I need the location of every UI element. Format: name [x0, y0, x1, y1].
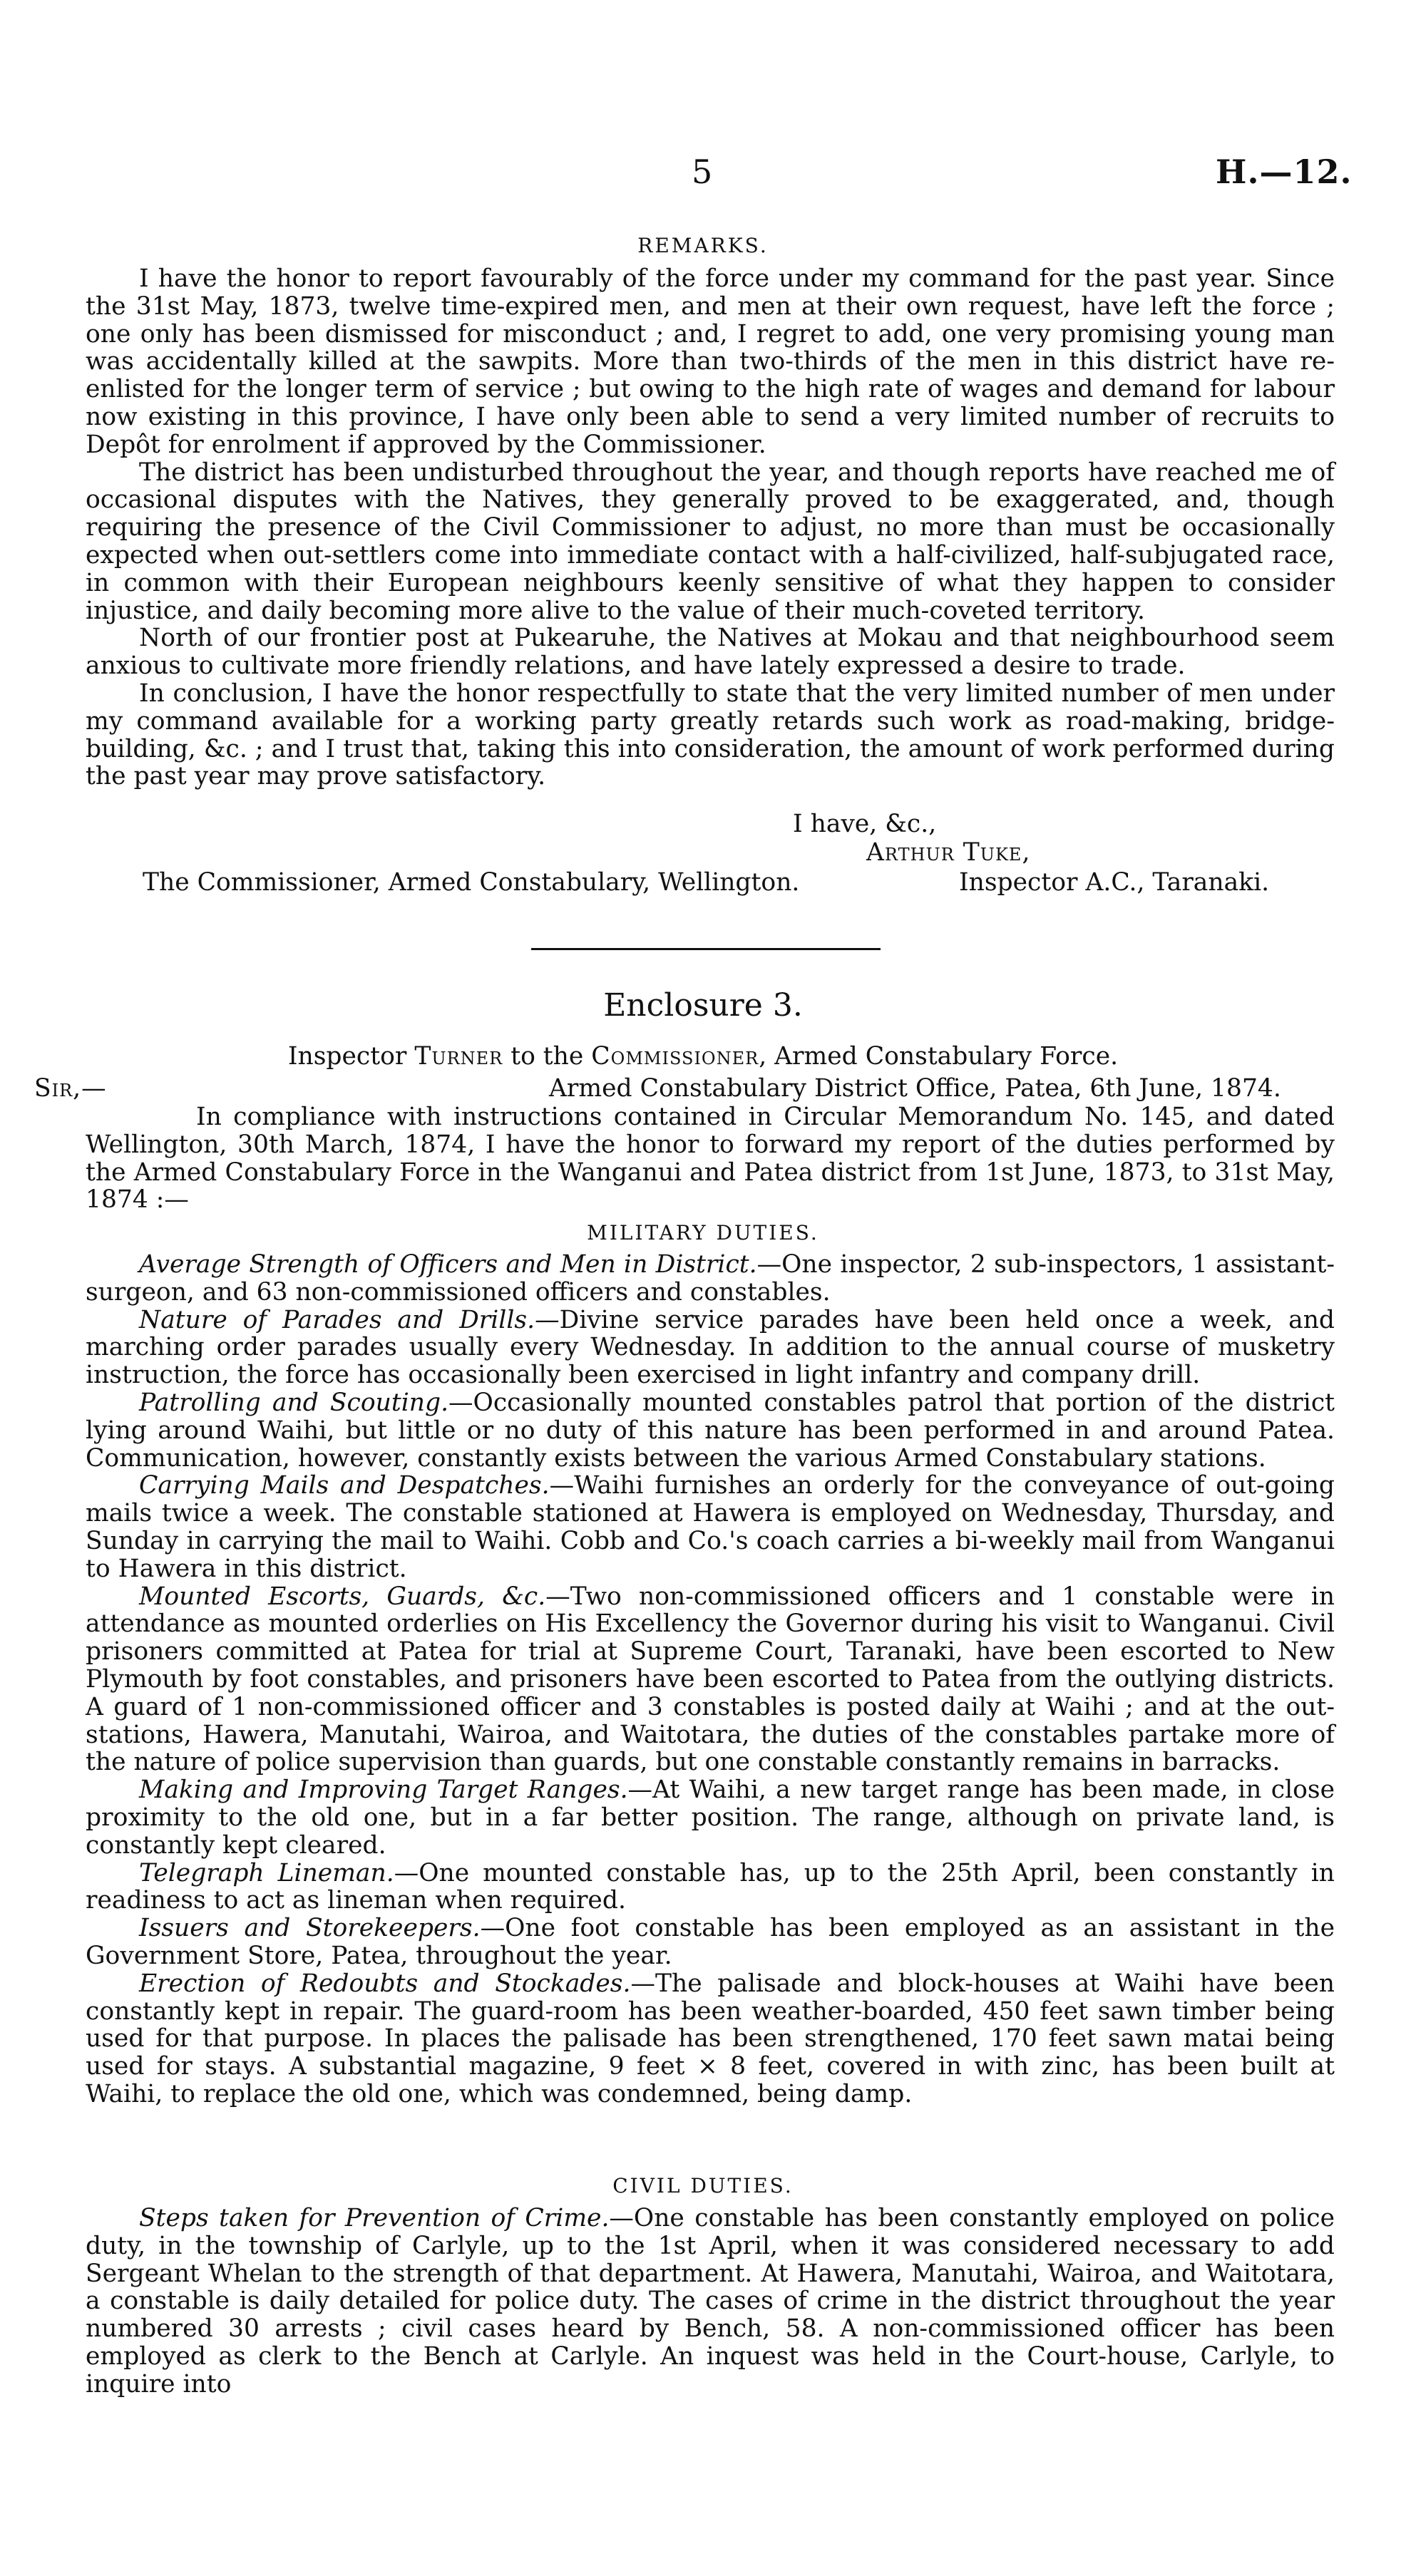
duty-title: Patrolling and Scouting. — [139, 1388, 449, 1417]
duty-text: —One foot constable has been employed as an assistant in the Government Store, Patea, throughout the year. — [86, 1914, 1335, 1970]
duty-item — [86, 1776, 1335, 1859]
from-suffix: , Armed Constabulary Force. — [759, 1042, 1119, 1071]
duty-text: —Divine service parades have been held once a week, and marching order parades usually every Wednesday. In addition to the annual course of musketry instruction, the force has occasionally been exercised in light infantry and company drill. — [86, 1305, 1335, 1390]
remarks-heading: REMARKS. — [637, 234, 769, 257]
duty-title: Average Strength of Officers and Men in District. — [139, 1250, 757, 1279]
paragraph: The district has been undisturbed throughout the year, and though reports have reached me of occasional disputes with the Natives, they generally proved to be exaggerated, and, though requiring the presence of the Civil Commissioner to adjust, no more than must be occasionally expected when out-settlers come into immediate contact with a half-civilized, half-subjugated race, in common with their European neighbours keenly sensitive of what they happen to consider injustice, and daily becoming more alive to the value of their much-coveted territory. — [86, 458, 1335, 625]
duty-text: —Waihi furnishes an orderly for the conveyance of out-going mails twice a week. The constable stationed at Hawera is employed on Wednesday, Thursday, and Sunday in carrying the mail to Waihi. Cobb and Co.'s coach carries a bi-weekly mail from Wanganui to Hawera in this district. — [86, 1471, 1335, 1583]
duty-item — [86, 1251, 1335, 1307]
duty-text: —Two non-commissioned officers and 1 constable were in attendance as mounted orderlies on His Excellency the Governor during his visit to Wanganui. Civil prisoners committed at Patea for trial at Supreme Court, Taranaki, have been escorted to New Plymouth by foot constables, and prisoners have been escorted to Patea from the outlying districts. A guard of 1 non-commissioned officer and 3 constables is posted daily at Waihi ; and at the out-stations, Hawera, Manutahi, Wairoa, and Waitotara, the duties of the constables partake more of the nature of police supervision than guards, but one constable constantly remains in barracks. — [86, 1582, 1335, 1777]
duty-title: Issuers and Storekeepers. — [139, 1914, 481, 1943]
from-prefix: Inspector — [287, 1042, 415, 1071]
recipient-name: Commissioner — [591, 1042, 759, 1071]
paragraph: North of our frontier post at Pukearuhe, the Natives at Mokau and that neighbourhood seem anxious to cultivate more friendly relations, and have lately expressed a desire to trade. — [86, 624, 1335, 681]
duty-title: Telegraph Lineman. — [139, 1858, 394, 1887]
addressee: The Commissioner, Armed Constabulary, Wellington. — [143, 868, 800, 897]
duty-text: —One constable has been constantly employed on police duty, in the township of Carlyle, up to the 1st April, when it was considered necessary to add Sergeant Whelan to the strength of that department. At Hawera, Manutahi, Wairoa, and Waitotara, a constable is daily detailed for police duty. The cases of crime in the district throughout the year numbered 30 arrests ; civil cases heard by Bench, 58. A non-commissioned officer has been employed as clerk to the Bench at Carlyle. An inquest was held in the Court-house, Carlyle, to inquire into — [86, 2204, 1335, 2399]
duty-title: Mounted Escorts, Guards, &c. — [139, 1582, 546, 1611]
enclosure-intro — [86, 1103, 1335, 1214]
signer-title: Inspector A.C., Taranaki. — [959, 868, 1270, 897]
duty-title: Erection of Redoubts and Stockades. — [139, 1969, 631, 1998]
duty-item — [86, 1389, 1335, 1472]
civil-duties-heading: CIVIL DUTIES. — [612, 2174, 794, 2198]
sender-address: Armed Constabulary District Office, Patea, 6th June, 1874. — [549, 1074, 1281, 1103]
page-number: 5 — [692, 153, 713, 191]
enclosure-title: Enclosure 3. — [603, 987, 803, 1024]
duty-item — [86, 1860, 1335, 1915]
duty-title: Carrying Mails and Despatches. — [139, 1471, 550, 1500]
duty-item — [86, 1583, 1335, 1777]
section-divider — [531, 948, 881, 950]
from-middle: to the — [503, 1042, 592, 1071]
duty-text: —The palisade and block-houses at Waihi have been constantly kept in repair. The guard-room has been weather-boarded, 450 feet sawn timber being used for that purpose. In places the palisade has been strengthened, 170 feet sawn matai being used for stays. A substantial magazine, 9 feet × 8 feet, covered in with zinc, has been built at Waihi, to replace the old one, which was condemned, being damp. — [86, 1969, 1335, 2108]
duty-text: —At Waihi, a new target range has been made, in close proximity to the old one, but in a far better position. The range, although on private land, is constantly kept cleared. — [86, 1776, 1335, 1860]
intro-paragraph: In compliance with instructions contained in Circular Memorandum No. 145, and dated Wellington, 30th March, 1874, I have the honor to forward my report of the duties performed by the Armed Constabulary Force in the Wanganui and Patea district from 1st June, 1873, to 31st May, 1874 :— — [86, 1103, 1335, 1215]
duty-title: Nature of Parades and Drills. — [139, 1305, 535, 1334]
paragraph: I have the honor to report favourably of the force under my command for the past year. Since the 31st May, 1873, twelve time-expired men, and men at their own request, have left the force ; one only has been dismissed for misconduct ; and, I regret to add, one very promising young man was accidentally killed at the sawpits. More than two-thirds of the men in this district have re-enlisted for the longer term of service ; but owing to the high rate of wages and demand for labour now existing in this province, I have only been able to send a very limited number of recruits to Depôt for enrolment if approved by the Commissioner. — [86, 264, 1335, 459]
paragraph: In conclusion, I have the honor respectfully to state that the very limited number of men under my command available for a working party greatly retards such work as road-making, bridge-building, &c. ; and I trust that, taking this into consideration, the amount of work performed during the past year may prove satisfactory. — [86, 679, 1335, 791]
duty-title: Steps taken for Prevention of Crime. — [139, 2204, 610, 2232]
duty-text: —One mounted constable has, up to the 25th April, been constantly in readiness to act as lineman when required. — [86, 1858, 1335, 1915]
signature: Arthur Tuke, — [866, 838, 1031, 867]
military-duties-body — [86, 1251, 1335, 2108]
remarks-body — [86, 265, 1335, 790]
document-reference: H.—12. — [1216, 153, 1353, 191]
closing-line: I have, &c., — [793, 810, 937, 838]
duty-item — [86, 2205, 1335, 2399]
enclosure-from-line — [0, 1042, 1406, 1071]
duty-item — [86, 1472, 1335, 1582]
civil-duties-body — [86, 2205, 1335, 2399]
duty-item — [86, 1915, 1335, 1970]
duty-title: Making and Improving Target Ranges. — [139, 1776, 628, 1805]
military-duties-heading: MILITARY DUTIES. — [587, 1221, 819, 1245]
duty-text: —One inspector, 2 sub-inspectors, 1 assistant-surgeon, and 63 non-commissioned officers and constables. — [86, 1250, 1335, 1307]
duty-item — [86, 1970, 1335, 2108]
salutation: Sir,— — [34, 1074, 107, 1103]
sender-name: Turner — [414, 1042, 503, 1071]
duty-item — [86, 1307, 1335, 1389]
duty-text: —Occasionally mounted constables patrol that portion of the district lying around Waihi, but little or no duty of this nature has been performed in and around Patea. Communication, however, constantly exists between the various Armed Constabulary stations. — [86, 1388, 1335, 1473]
